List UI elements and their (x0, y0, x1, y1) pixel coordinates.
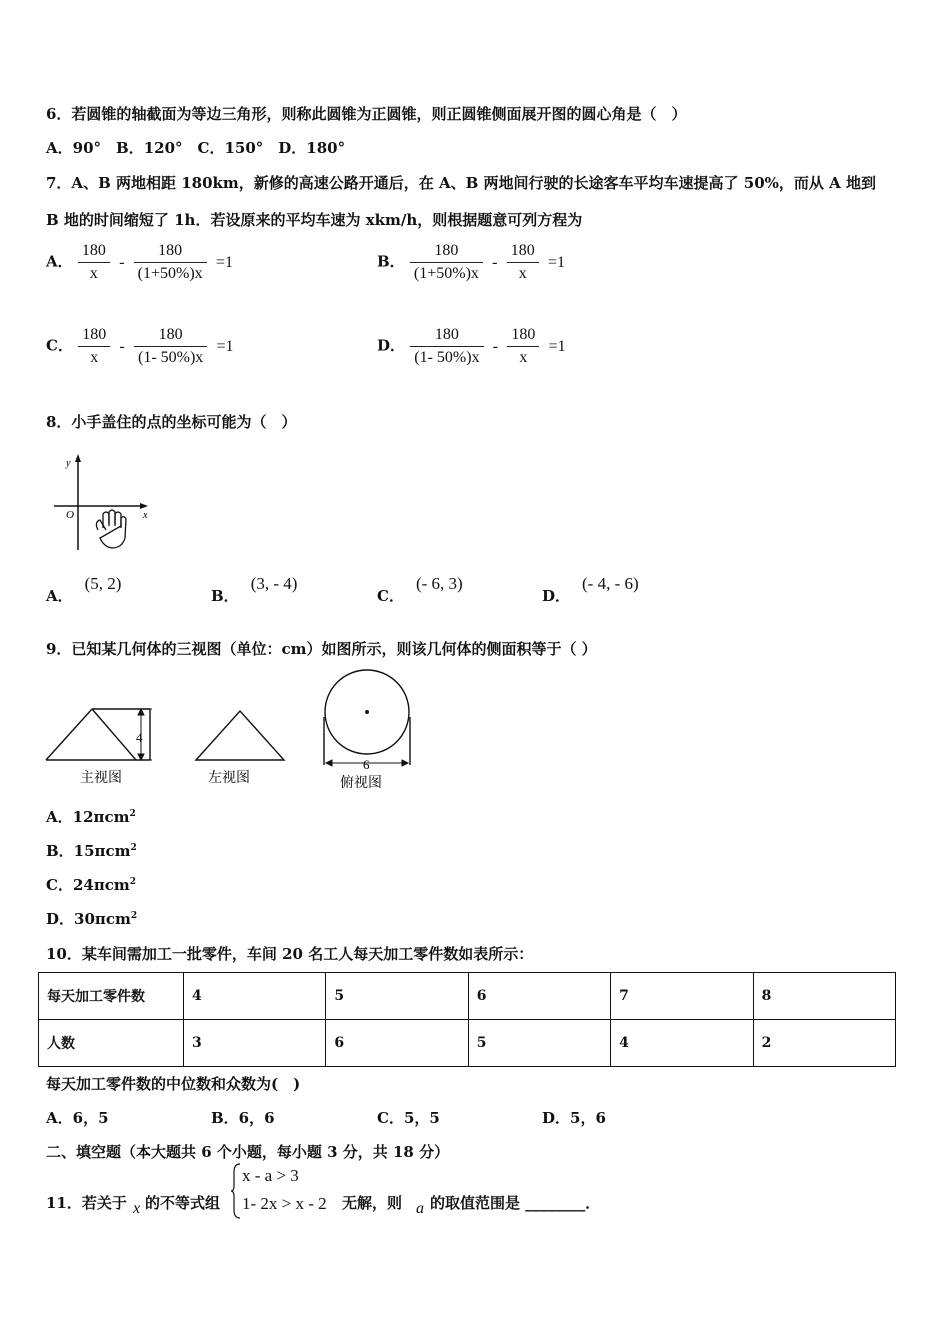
q11-suffix2: 的取值范围是 ________． (430, 1194, 601, 1212)
q10-stem: 10．某车间需加工一批零件，车间 20 名工人每天加工零件数如表所示： (46, 945, 534, 963)
q9-option-d: D．30πcm$^2$ (46, 910, 138, 928)
q7-option-a: A． $\frac{180}{x}$ - $\frac{180}{(1+50\%)x}$ =1 (46, 242, 233, 282)
q10-option-d: D．5，6 (542, 1109, 606, 1127)
table-cell: 3 (184, 1020, 326, 1067)
width-label: 6 (363, 757, 370, 772)
table-row (39, 973, 896, 1020)
q7-stem-line2: B 地的时间缩短了 1h．若设原来的平均车速为 xkm/h，则根据题意可列方程为 (46, 211, 583, 229)
y-axis-arrow (75, 454, 81, 462)
q6-options: A．90° B．120° C．150° D．180° (46, 139, 346, 157)
table-cell: 6 (326, 1020, 468, 1067)
q7-option-b: B． $\frac{180}{(1+50\%)x}$ - $\frac{180}{x}$ =1 (377, 242, 565, 282)
q8-option-c: C．(- 6, 3) (377, 574, 463, 605)
q7-option-d: D． $\frac{180}{(1- 50\%)x}$ - $\frac{180}{x}$ =1 (377, 326, 566, 366)
left-view (196, 711, 284, 760)
center-dot (365, 710, 369, 714)
table-cell: 5 (468, 1020, 610, 1067)
q11-suffix1: 无解，则 (342, 1194, 403, 1212)
table-cell: 人数 (39, 1020, 184, 1067)
front-view-label: 主视图 (80, 770, 122, 786)
y-axis-label: y (66, 458, 71, 469)
table-cell: 每天加工零件数 (39, 973, 184, 1020)
coordinate-hand-figure (40, 450, 160, 560)
table-cell: 4 (611, 1020, 753, 1067)
q10-option-b: B．6，6 (211, 1109, 275, 1127)
top-view (324, 670, 410, 765)
table-cell: 7 (611, 973, 753, 1020)
q7-option-c: C． $\frac{180}{x}$ - $\frac{180}{(1- 50\%)x}$ =1 (46, 326, 234, 366)
section-2-heading: 二、填空题（本大题共 6 个小题，每小题 3 分，共 18 分） (46, 1143, 450, 1161)
x-axis-label: x (143, 510, 148, 521)
table-cell: 2 (753, 1020, 895, 1067)
q10-question: 每天加工零件数的中位数和众数为( ) (46, 1075, 301, 1093)
table-cell: 8 (753, 973, 895, 1020)
q9-option-a: A．12πcm$^2$ (46, 808, 136, 826)
q8-stem: 8．小手盖住的点的坐标可能为（ ） (46, 413, 297, 431)
q8-option-d: D．(- 4, - 6) (542, 574, 639, 605)
front-view (46, 709, 150, 760)
q9-option-c: C．24πcm$^2$ (46, 876, 137, 894)
q10-option-c: C．5，5 (377, 1109, 440, 1127)
table-cell: 5 (326, 973, 468, 1020)
brace-icon (230, 1162, 242, 1220)
q7-stem-line1: 7．A、B 两地相距 180km，新修的高速公路开通后，在 A、B 两地间行驶的长途客车平均车速提高了 50%，而从 A 地到 (46, 174, 876, 192)
q11-var-x: x (133, 1200, 141, 1217)
q11-inequality-2: 1- 2x > x - 2 (242, 1194, 327, 1213)
q6-stem: 6．若圆锥的轴截面为等边三角形，则称此圆锥为正圆锥，则正圆锥侧面展开图的圆心角是（ ） (46, 105, 687, 123)
q11-var-a: a (416, 1200, 424, 1217)
q9-stem: 9．已知某几何体的三视图（单位：cm）如图所示，则该几何体的侧面积等于（ ） (46, 640, 597, 658)
height-label: 4 (136, 730, 143, 745)
q8-option-a: A．(5, 2) (46, 574, 122, 605)
q11-inequality-1: x - a > 3 (242, 1166, 299, 1185)
table-cell: 4 (184, 973, 326, 1020)
q10-option-a: A．6，5 (46, 1109, 109, 1127)
x-axis-arrow (140, 503, 148, 509)
q8-option-b: B．(3, - 4) (211, 574, 298, 605)
hand-icon (96, 510, 126, 548)
left-view-label: 左视图 (208, 770, 250, 786)
top-view-label: 俯视图 (340, 775, 382, 791)
three-views-figure (40, 665, 430, 795)
q9-option-b: B．15πcm$^2$ (46, 842, 137, 860)
table-row (39, 1020, 896, 1067)
origin-label: O (66, 509, 74, 521)
q11-prefix: 11．若关于 (46, 1194, 127, 1212)
q11-mid: 的不等式组 (145, 1194, 221, 1212)
table-cell: 6 (468, 973, 610, 1020)
q10-table (38, 972, 896, 1067)
